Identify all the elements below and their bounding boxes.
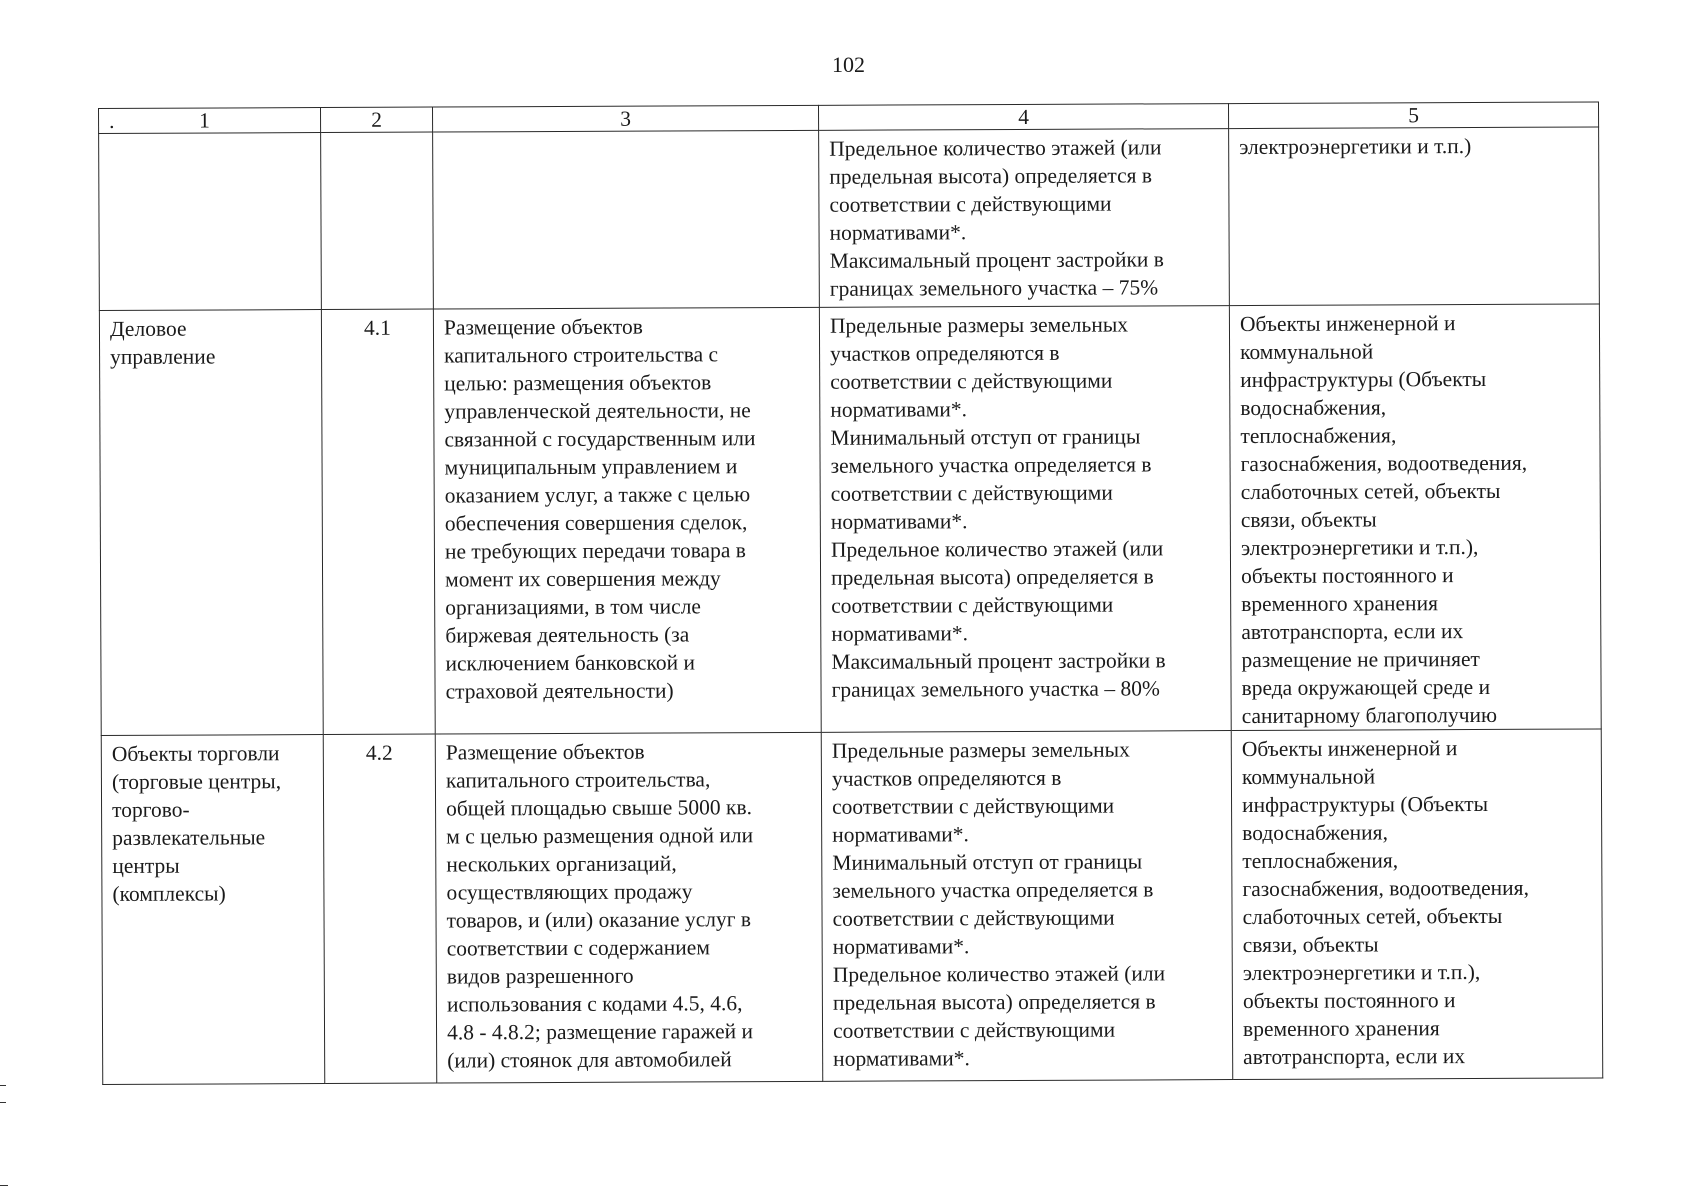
cell-text-line: нормативами*. [831,621,969,646]
cell-text-line: вреда окружающей среде и [1241,674,1491,701]
cell-text-line: электроэнергетики и т.п.), [1242,959,1481,986]
cell-use-name [101,735,325,1085]
cell-text-line: Объекты торговли [111,741,280,766]
cell-text-line: муниципальным управлением и [444,454,738,480]
cell-text-line: осуществляющих продажу [446,879,693,905]
cell-auxiliary-uses [1229,127,1600,306]
cell-text-line: теплоснабжения, [1242,848,1399,874]
cell-text-line: нормативами*. [832,934,970,959]
zoning-table-wrapper [98,101,1602,1085]
cell-text-line: использования с кодами 4.5, 4.6, [446,991,743,1017]
cell-text-line: соответствии с действующими [832,793,1115,819]
header-col-1-label: 1 [199,108,210,133]
cell-text-line: предельная высота) определяется в [831,564,1154,590]
cell-text-line: объекты постоянного и [1242,988,1456,1014]
cell-text-line: (или) стоянок для автомобилей [447,1047,732,1073]
cell-text-line: электроэнергетики и т.п.) [1239,134,1472,160]
cell-text-line: Размещение объектов [443,314,643,340]
cell-text-line: видов разрешенного [446,963,634,989]
cell-text-line: соответствии с действующими [829,191,1112,217]
cell-text-line: соответствии с содержанием [446,935,710,961]
cell-text-line: связи, объекты [1242,932,1379,958]
cell-text-line: участков определяются в [831,765,1062,791]
cell-text-line: предельная высота) определяется в [829,163,1153,189]
cell-text-line: Минимальный отступ от границы [832,849,1143,875]
cell-text-line: не требующих передачи товара в [444,538,746,564]
cell-text-line: Максимальный процент застройки в [831,648,1166,674]
cell-text-line: нормативами*. [830,509,968,534]
cell-text-line: электроэнергетики и т.п.), [1240,534,1479,561]
cell-use-code [321,132,434,309]
cell-text-line: земельного участка определяется в [832,877,1154,903]
header-col-5: 5 [1228,102,1598,129]
cell-text-line: временного хранения [1241,591,1438,617]
cell-use-description [433,130,820,309]
cell-use-description [435,732,823,1083]
cell-text-line: нормативами*. [833,1046,970,1071]
cell-use-code: 4.2 [323,734,437,1083]
cell-text-line: исключением банковской и [445,650,695,676]
cell-text-line: Максимальный процент застройки в [829,247,1164,273]
cell-text-line: газоснабжения, водоотведения, [1242,875,1529,902]
scan-margin-tick [0,1185,8,1186]
cell-text-line: размещение не причиняет [1241,646,1480,673]
cell-text-line: обеспечения совершения сделок, [444,510,748,536]
cell-text-line: Объекты инженерной и [1239,311,1456,337]
cell-text-line: коммунальной [1240,339,1374,365]
header-col-1 [99,108,321,134]
header-col-2: 2 [321,107,433,132]
cell-text-line: водоснабжения, [1240,395,1387,421]
cell-use-description [433,307,821,734]
cell-text-line: газоснабжения, водоотведения, [1240,450,1528,477]
cell-text-line: предельная высота) определяется в [832,989,1156,1015]
cell-use-name [99,133,322,311]
cell-text-line: Деловое [109,316,187,341]
cell-text-line: нормативами*. [832,822,969,847]
cell-text-line: соответствии с действующими [832,905,1115,931]
cell-text-line: (комплексы) [112,881,226,906]
page-number: 102 [832,52,865,77]
cell-text-line: автотранспорта, если их [1243,1044,1466,1070]
cell-text-line: связи, объекты [1240,507,1377,533]
cell-text-line: инфраструктуры (Объекты [1241,791,1489,818]
table-row [101,729,1603,1085]
cell-text-line: связанной с государственным или [444,426,756,452]
cell-text-line: Минимальный отступ от границы [830,424,1141,450]
cell-text-line: торгово- [112,797,190,822]
cell-parameters [821,731,1233,1082]
cell-text-line: оказанием услуг, а также с целью [444,482,751,508]
cell-text-line: земельного участка определяется в [830,452,1152,478]
cell-text-line: товаров, и (или) оказание услуг в [446,907,752,933]
cell-text-line: Предельное количество этажей (или [830,536,1164,562]
table-body [99,127,1603,1085]
cell-parameters [819,129,1230,308]
cell-text-line: инфраструктуры (Объекты [1240,366,1487,393]
cell-text-line: биржевая деятельность (за [445,622,690,648]
cell-text-line: границах земельного участка – 80% [831,676,1160,702]
table-row [99,304,1601,736]
cell-text-line: управление [110,344,216,369]
cell-text-line: санитарному благополучию [1241,702,1498,729]
cell-auxiliary-uses [1229,304,1601,731]
cell-parameters [819,306,1231,733]
cell-text-line: границах земельного участка – 75% [829,275,1159,301]
cell-text-line: центры [112,853,180,878]
cell-text-line: Предельное количество этажей (или [832,961,1166,987]
scan-margin-mark [0,1085,6,1103]
cell-text-line: автотранспорта, если их [1241,619,1464,645]
cell-use-name [99,310,323,736]
cell-text-line: м с целью размещения одной или [446,823,754,849]
cell-text-line: объекты постоянного и [1241,563,1454,589]
cell-text-line: нескольких организаций, [446,851,677,877]
cell-text-line: участков определяются в [830,340,1060,366]
cell-text-line: капитального строительства, [445,767,711,793]
cell-text-line: (торговые центры, [111,769,282,794]
cell-text-line: водоснабжения, [1242,820,1388,846]
cell-text-line: нормативами*. [829,220,967,245]
cell-text-line: Размещение объектов [445,739,645,765]
header-col-4: 4 [818,104,1228,131]
cell-text-line: 4.8 - 4.8.2; размещение гаражей и [446,1019,754,1045]
cell-text-line: Предельное количество этажей (или [829,135,1162,161]
cell-auxiliary-uses [1231,729,1603,1080]
cell-text-line: общей площадью свыше 5000 кв. [446,795,753,821]
cell-text-line: страховой деятельности) [445,678,674,704]
zoning-regulations-table [98,101,1603,1085]
cell-text-line: развлекательные [112,825,266,850]
cell-text-line: теплоснабжения, [1240,423,1397,449]
cell-use-code: 4.1 [321,309,435,734]
cell-text-line: управленческой деятельности, не [444,398,751,424]
cell-text-line: временного хранения [1242,1016,1440,1042]
cell-text-line: целью: размещения объектов [444,370,712,396]
cell-text-line: слаботочных сетей, объекты [1240,478,1501,505]
cell-text-line: слаботочных сетей, объекты [1242,903,1503,930]
cell-text-line: Предельные размеры земельных [829,312,1129,338]
cell-text-line: организациями, в том числе [445,594,701,620]
table-row [99,127,1600,311]
cell-text-line: момент их совершения между [445,566,721,592]
cell-text-line: Предельные размеры земельных [831,737,1130,763]
cell-text-line: соответствии с действующими [830,480,1113,506]
cell-text-line: нормативами*. [830,397,968,422]
cell-text-line: коммунальной [1241,764,1376,790]
header-col-1-dot: . [109,108,115,133]
cell-text-line: капитального строительства с [444,342,719,368]
cell-text-line: соответствии с действующими [831,592,1114,618]
cell-text-line: соответствии с действующими [830,368,1113,394]
cell-text-line: Объекты инженерной и [1241,736,1458,762]
cell-text-line: соответствии с действующими [832,1017,1116,1043]
header-col-3: 3 [432,105,818,132]
